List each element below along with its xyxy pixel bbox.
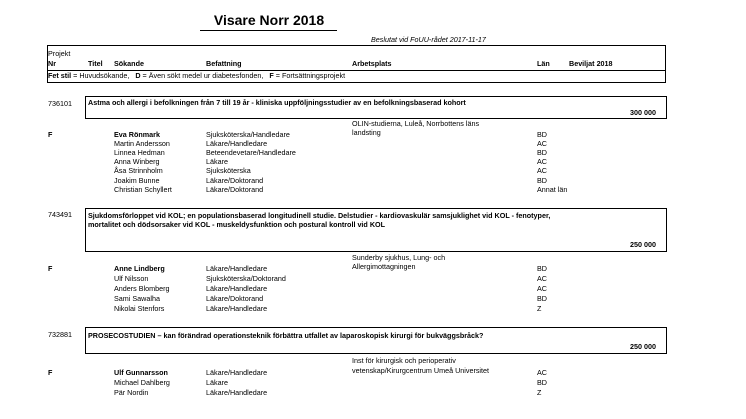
col-nr: Nr [48, 59, 56, 68]
applicant-name: Anne Lindberg [114, 264, 165, 273]
applicant-role: Läkare/Handledare [206, 304, 268, 313]
project-number: 743491 [48, 210, 72, 219]
applicant-role: Sjuksköterska [206, 166, 251, 175]
project-amount: 300 000 [630, 108, 656, 117]
applicant-role: Läkare [206, 157, 228, 166]
applicant-name: Pär Nordin [114, 388, 149, 397]
col-befattning: Befattning [206, 59, 242, 68]
applicant-role: Läkare/Handledare [206, 139, 268, 148]
applicant-lan: AC [537, 368, 547, 377]
project-number: 732881 [48, 330, 72, 339]
applicant-role: Läkare/Handledare [206, 368, 268, 377]
applicant-role: Sjuksköterska/Doktorand [206, 274, 286, 283]
legend-bold-text: = Huvudsökande, [71, 71, 130, 80]
applicant-role: Läkare [206, 378, 228, 387]
applicant-lan: AC [537, 166, 547, 175]
applicant-name: Sami Sawalha [114, 294, 160, 303]
applicant-lan: AC [537, 157, 547, 166]
applicant-role: Sjuksköterska/Handledare [206, 130, 290, 139]
legend-f-text: = Fortsättningsprojekt [273, 71, 346, 80]
project-amount: 250 000 [630, 240, 656, 249]
applicant-role: Läkare/Doktorand [206, 176, 264, 185]
col-arbetsplats: Arbetsplats [352, 59, 392, 68]
workplace-line-2: Allergimottagningen [352, 262, 416, 271]
applicant-name: Nikolai Stenfors [114, 304, 165, 313]
project-title: Astma och allergi i befolkningen från 7 till 19 år - kliniska uppföljningsstudier av en befolkningsbaserad kohort [88, 98, 466, 107]
applicant-lan: AC [537, 139, 547, 148]
applicant-name: Anna Winberg [114, 157, 160, 166]
col-lan: Län [537, 59, 550, 68]
applicant-lan: Z [537, 304, 542, 313]
col-beviljat: Beviljat 2018 [569, 59, 613, 68]
applicant-name: Linnea Hedman [114, 148, 165, 157]
legend-d-text: = Även sökt medel ur diabetesfonden, [140, 71, 264, 80]
applicant-name: Michael Dahlberg [114, 378, 170, 387]
workplace-line-2: vetenskap/Kirurgcentrum Umeå Universitet [352, 366, 490, 375]
applicant-name: Joakim Bunne [114, 176, 160, 185]
project-flag: F [48, 368, 53, 377]
applicant-name: Ulf Nilsson [114, 274, 149, 283]
applicant-lan: Annat län [537, 185, 568, 194]
applicant-name: Eva Rönmark [114, 130, 160, 139]
applicant-lan: BD [537, 378, 547, 387]
col-projekt: Projekt [48, 49, 71, 58]
title-underline [200, 30, 337, 31]
project-number: 736101 [48, 99, 72, 108]
applicant-name: Åsa Strinnholm [114, 166, 163, 175]
workplace-line-1: Inst för kirurgisk och perioperativ [352, 356, 456, 365]
project-title: Sjukdomsförloppet vid KOL; en populationsbaserad longitudinell studie. Delstudier - kardiovaskulär samsjuklighet vid KOL - fenotyper, mortalitet och dödsorsaker vid KOL - muskeldysfunktion och postural kontroll vid KOL [88, 211, 551, 230]
applicant-lan: BD [537, 130, 547, 139]
applicant-lan: BD [537, 176, 547, 185]
applicant-lan: BD [537, 148, 547, 157]
decision-date: Beslutat vid FoUU-rådet 2017-11-17 [371, 35, 486, 44]
applicant-lan: BD [537, 294, 547, 303]
applicant-lan: Z [537, 388, 542, 397]
legend-f-label: F [269, 71, 274, 80]
project-amount: 250 000 [630, 342, 656, 351]
applicant-name: Christian Schyllert [114, 185, 172, 194]
applicant-lan: BD [537, 264, 547, 273]
project-flag: F [48, 130, 53, 139]
workplace-line-1: Sunderby sjukhus, Lung- och [352, 253, 446, 262]
col-titel: Titel [88, 59, 103, 68]
applicant-role: Läkare/Handledare [206, 388, 268, 397]
applicant-role: Beteendevetare/Handledare [206, 148, 296, 157]
workplace-line-1: OLIN-studierna, Luleå, Norrbottens läns [352, 119, 480, 128]
applicant-role: Läkare/Handledare [206, 264, 268, 273]
applicant-name: Martin Andersson [114, 139, 170, 148]
page-title: Visare Norr 2018 [213, 12, 325, 28]
workplace-line-2: landsting [352, 128, 381, 137]
applicant-lan: AC [537, 284, 547, 293]
applicant-role: Läkare/Doktorand [206, 294, 264, 303]
applicant-role: Läkare/Doktorand [206, 185, 264, 194]
project-flag: F [48, 264, 53, 273]
applicant-role: Läkare/Handledare [206, 284, 268, 293]
project-title: PROSECOSTUDIEN – kan förändrad operationsteknik förbättra utfallet av laparoskopisk kirurgi för bukväggsbråck? [88, 331, 484, 340]
applicant-lan: AC [537, 274, 547, 283]
legend-d-label: D [135, 71, 141, 80]
col-sokande: Sökande [114, 59, 144, 68]
applicant-name: Anders Blomberg [114, 284, 170, 293]
applicant-name: Ulf Gunnarsson [114, 368, 168, 377]
legend [48, 72, 345, 79]
legend-bold-label: Fet stil [48, 71, 72, 80]
